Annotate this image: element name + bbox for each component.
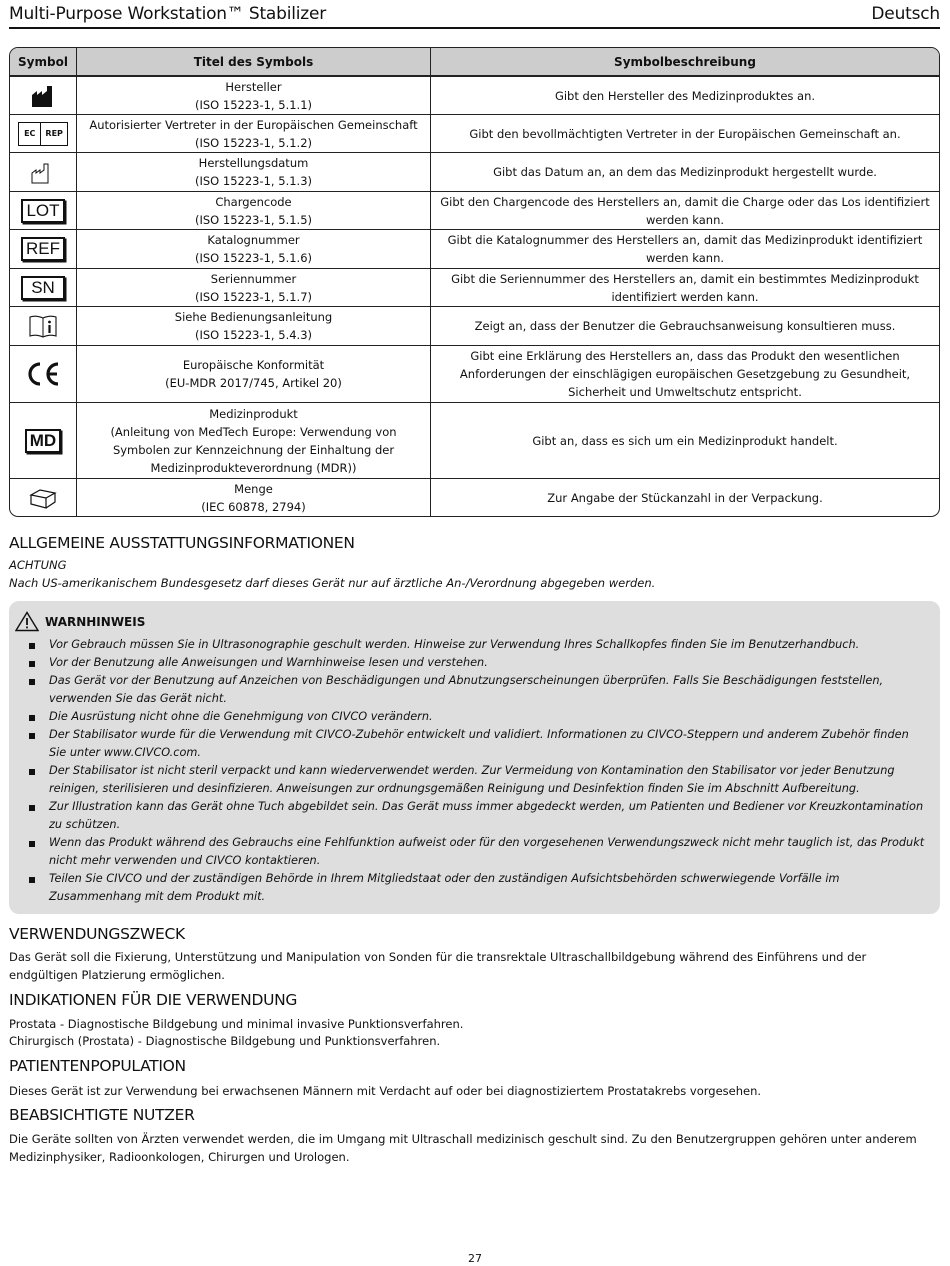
document-title: Multi-Purpose Workstation™ Stabilizer <box>9 3 327 24</box>
symbol-standard: (ISO 15223-1, 5.1.3) <box>195 174 312 188</box>
symbol-cell <box>10 403 77 479</box>
symbol-standard: (ISO 15223-1, 5.1.5) <box>195 212 312 227</box>
warning-box <box>9 601 940 914</box>
section-heading-users: BEABSICHTIGTE NUTZER <box>9 1106 195 1124</box>
symbol-title: Katalognummer <box>207 233 300 247</box>
warning-item: Der Stabilisator wurde für die Verwendung mit CIVCO-Zubehör entwickelt und validiert. Informationen zu CIVCO-Steppern und anderem Zubehör finden Sie unter www.CIVCO.com. <box>9 726 929 762</box>
table-row <box>10 77 939 115</box>
caution-text: Nach US-amerikanischem Bundesgesetz darf dieses Gerät nur auf ärztliche An-/Verordnung abgegeben werden. <box>9 576 656 590</box>
symbol-standard: (ISO 15223-1, 5.1.1) <box>195 97 312 112</box>
ce-mark-icon <box>24 361 62 387</box>
date-of-manufacture-icon <box>30 159 56 185</box>
table-row <box>10 479 939 516</box>
section-heading-purpose: VERWENDUNGSZWECK <box>9 925 185 943</box>
warning-list <box>9 636 929 906</box>
title-cell <box>77 77 431 115</box>
title-cell <box>77 192 431 230</box>
warning-item: Zur Illustration kann das Gerät ohne Tuch abgebildet sein. Das Gerät muss immer abgedeckt werden, um Patienten und Bediener vor Kreuzkontamination zu schützen. <box>9 798 929 834</box>
symbol-cell <box>10 479 77 516</box>
description-cell: Gibt den bevollmächtigten Vertreter in der Europäischen Gemeinschaft an. <box>431 115 939 153</box>
caution-label: ACHTUNG <box>9 558 67 572</box>
description-cell: Gibt eine Erklärung des Herstellers an, dass das Produkt den wesentlichen Anforderungen der einschlägigen europäischen Gesetzgebung zu Gesundheit, Sicherheit und Umweltschutz entspricht. <box>431 346 939 403</box>
symbol-title: Chargencode <box>215 194 292 209</box>
quantity-box-icon <box>28 486 58 510</box>
md-icon: MD <box>25 429 61 453</box>
ec-rep-icon: EC REP <box>18 122 68 146</box>
warning-item: Die Ausrüstung nicht ohne die Genehmigung von CIVCO verändern. <box>9 708 929 726</box>
title-cell <box>77 479 431 516</box>
warning-item: Teilen Sie CIVCO und der zuständigen Behörde in Ihrem Mitgliedstaat oder den zuständigen Aufsichtsbehörden schwerwiegende Vorfälle im Zusammenhang mit dem Produkt mit. <box>9 870 929 906</box>
description-cell: Gibt die Seriennummer des Herstellers an, damit ein bestimmtes Medizinprodukt identifiziert werden kann. <box>431 269 939 307</box>
symbol-title: Herstellungsdatum <box>198 156 309 170</box>
table-row <box>10 115 939 153</box>
symbol-title: Hersteller <box>225 79 282 94</box>
indications-line: Chirurgisch (Prostata) - Diagnostische Bildgebung und Punktionsverfahren. <box>9 1034 441 1048</box>
warning-item: Vor Gebrauch müssen Sie in Ultrasonographie geschult werden. Hinweise zur Verwendung Ihres Schallkopfes finden Sie im Benutzerhandbuch. <box>9 636 929 654</box>
manufacturer-icon <box>30 83 56 109</box>
sn-icon: SN <box>21 276 65 300</box>
symbol-standard: (IEC 60878, 2794) <box>201 499 306 514</box>
language-label: Deutsch <box>871 3 940 24</box>
title-cell <box>77 269 431 307</box>
description-cell: Gibt an, dass es sich um ein Medizinprodukt handelt. <box>431 403 939 479</box>
symbol-cell <box>10 77 77 115</box>
warning-title-text: WARNHINWEIS <box>45 614 146 629</box>
symbol-standard: (ISO 15223-1, 5.1.7) <box>195 289 312 304</box>
title-cell <box>77 307 431 346</box>
title-cell <box>77 153 431 192</box>
purpose-text: Das Gerät soll die Fixierung, Unterstützung und Manipulation von Sonden für die transrektale Ultraschallbildgebung während des Einführens und der endgültigen Platzierung ermöglichen. <box>9 950 867 982</box>
symbol-title: Autorisierter Vertreter in der Europäischen Gemeinschaft <box>89 117 418 132</box>
symbol-standard: (ISO 15223-1, 5.4.3) <box>195 328 312 342</box>
table-row <box>10 192 939 230</box>
symbol-standard: (EU-MDR 2017/745, Artikel 20) <box>165 376 342 390</box>
symbol-title: Seriennummer <box>210 271 297 286</box>
section-heading-population: PATIENTENPOPULATION <box>9 1057 186 1075</box>
table-row <box>10 269 939 307</box>
title-cell <box>77 230 431 269</box>
users-text: Die Geräte sollten von Ärzten verwendet werden, die im Umgang mit Ultraschall medizinisch geschult sind. Zu den Benutzergruppen gehören unter anderem Medizinphysiker, Radioonkologen, Chirurgen und Urologen. <box>9 1132 917 1164</box>
symbol-table <box>9 47 940 517</box>
warning-triangle-icon <box>15 611 39 632</box>
page-number: 27 <box>468 1252 482 1265</box>
table-header-row <box>10 48 939 77</box>
ref-icon: REF <box>21 237 65 261</box>
table-row <box>10 346 939 403</box>
table-row <box>10 230 939 269</box>
symbol-cell <box>10 192 77 230</box>
title-cell <box>77 403 431 479</box>
table-row <box>10 153 939 192</box>
symbol-standard: (ISO 15223-1, 5.1.6) <box>195 251 312 265</box>
description-cell: Zur Angabe der Stückanzahl in der Verpackung. <box>547 490 823 505</box>
page-header <box>9 0 940 29</box>
table-row <box>10 403 939 479</box>
section-heading-general: ALLGEMEINE AUSSTATTUNGSINFORMATIONEN <box>9 534 355 552</box>
symbol-title: Medizinprodukt <box>209 406 298 421</box>
population-text: Dieses Gerät ist zur Verwendung bei erwachsenen Männern mit Verdacht auf oder bei diagnostiziertem Prostatakrebs vorgesehen. <box>9 1084 762 1098</box>
column-header-symbol: Symbol <box>10 48 77 77</box>
symbol-title: Menge <box>234 481 273 496</box>
description-cell: Gibt das Datum an, an dem das Medizinprodukt hergestellt wurde. <box>431 153 939 192</box>
description-cell: Zeigt an, dass der Benutzer die Gebrauchsanweisung konsultieren muss. <box>431 307 939 346</box>
symbol-cell <box>10 307 77 346</box>
warning-item: Der Stabilisator ist nicht steril verpackt und kann wiederverwendet werden. Zur Vermeidung von Kontamination den Stabilisator vor jeder Benutzung reinigen, sterilisieren und desinfizieren. Anweisungen zur ordnungsgemäßen Reinigung und Desinfektion finden Sie im Abschnitt Aufbereitung. <box>9 762 929 798</box>
table-row <box>10 307 939 346</box>
description-cell: Gibt die Katalognummer des Herstellers an, damit das Medizinprodukt identifiziert werden kann. <box>431 230 939 269</box>
section-heading-indications: INDIKATIONEN FÜR DIE VERWENDUNG <box>9 991 298 1009</box>
warning-title <box>15 611 145 632</box>
indications-line: Prostata - Diagnostische Bildgebung und minimal invasive Punktionsverfahren. <box>9 1017 464 1031</box>
symbol-cell <box>10 269 77 307</box>
symbol-title: Europäische Konformität <box>182 358 325 372</box>
title-cell <box>77 115 431 153</box>
symbol-cell <box>10 230 77 269</box>
consult-instructions-icon <box>28 313 58 339</box>
symbol-cell <box>10 346 77 403</box>
description-cell: Gibt den Chargencode des Herstellers an, damit die Charge oder das Los identifiziert werden kann. <box>431 192 939 230</box>
warning-item: Wenn das Produkt während des Gebrauchs eine Fehlfunktion aufweist oder für den vorgesehenen Verwendungszweck nicht mehr tauglich ist, das Produkt nicht mehr verwenden und CIVCO kontaktieren. <box>9 834 929 870</box>
symbol-cell <box>10 153 77 192</box>
title-cell <box>77 346 431 403</box>
symbol-standard: (ISO 15223-1, 5.1.2) <box>195 135 312 150</box>
description-cell: Gibt den Hersteller des Medizinproduktes an. <box>431 77 939 115</box>
column-header-description: Symbolbeschreibung <box>431 48 939 77</box>
symbol-title: Siehe Bedienungsanleitung <box>174 310 333 324</box>
symbol-cell <box>10 115 77 153</box>
symbol-standard: (Anleitung von MedTech Europe: Verwendung von Symbolen zur Kennzeichnung der Einhaltung der Medizinprodukteverordnung (MDR)) <box>110 424 397 475</box>
warning-item: Vor der Benutzung alle Anweisungen und Warnhinweise lesen und verstehen. <box>9 654 929 672</box>
warning-item: Das Gerät vor der Benutzung auf Anzeichen von Beschädigungen und Abnutzungserscheinungen überprüfen. Falls Sie Beschädigungen feststellen, verwenden Sie das Gerät nicht. <box>9 672 929 708</box>
column-header-title: Titel des Symbols <box>77 48 431 77</box>
lot-icon: LOT <box>21 199 64 223</box>
